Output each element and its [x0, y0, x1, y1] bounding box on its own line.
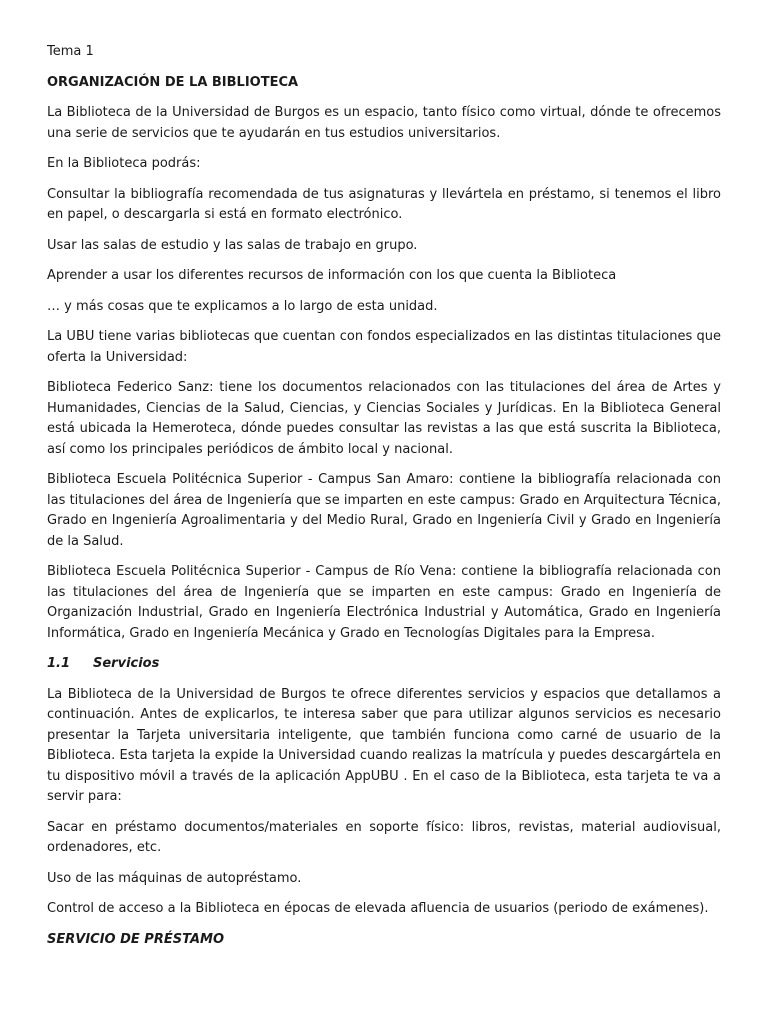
- paragraph-library-federico-sanz: Biblioteca Federico Sanz: tiene los documentos relacionados con las titulaciones del área de Artes y Humanidades, Ciencias de la Salud, Ciencias, y Ciencias Sociales y Jurídicas. En la Biblioteca General está ubicada la Hemeroteca, dónde puedes consultar las revistas a las que está suscrita la Biblioteca, así como los principales periódicos de ámbito local y nacional.: [47, 380, 721, 457]
- paragraph-intro: Usar las salas de estudio y las salas de trabajo en grupo.: [47, 237, 418, 253]
- paragraph-intro: … y más cosas que te explicamos a lo largo de esta unidad.: [47, 298, 438, 314]
- paragraph-services: Uso de las máquinas de autopréstamo.: [47, 870, 302, 886]
- paragraph-intro: La UBU tiene varias bibliotecas que cuentan con fondos especializados en las distintas titulaciones que oferta la Universidad:: [47, 329, 721, 365]
- paragraph-library-rio-vena: Biblioteca Escuela Politécnica Superior - Campus de Río Vena: contiene la bibliografía relacionada con las titulaciones del área de Ingeniería que se imparten en este campus: Grado en Ingeniería de Organización Industrial, Grado en Ingeniería Electrónica Industrial y Automática, Grado en Ingeniería Informática, Grado en Ingeniería Mecánica y Grado en Tecnologías Digitales para la Empresa.: [47, 564, 721, 641]
- subheading-prestamo: SERVICIO DE PRÉSTAMO: [47, 931, 224, 947]
- section-heading: [47, 654, 721, 675]
- tema-label: Tema 1: [47, 44, 94, 59]
- paragraph-services: La Biblioteca de la Universidad de Burgos te ofrece diferentes servicios y espacios que detallamos a continuación. Antes de explicarlos, te interesa saber que para utilizar algunos servicios es necesario presentar la Tarjeta universitaria inteligente, que también funciona como carné de usuario de la Biblioteca. Esta tarjeta la expide la Universidad cuando realizas la matrícula y puedes descargártela en tu dispositivo móvil a través de la aplicación AppUBU . En el caso de la Biblioteca, esta tarjeta te va a servir para:: [47, 686, 721, 804]
- document-title: ORGANIZACIÓN DE LA BIBLIOTECA: [47, 74, 299, 90]
- document-page: [47, 42, 721, 960]
- paragraph-library-san-amaro: Biblioteca Escuela Politécnica Superior - Campus San Amaro: contiene la bibliografía relacionada con las titulaciones del área de Ingeniería que se imparten en este campus: Grado en Arquitectura Técnica, Grado en Ingeniería Agroalimentaria y del Medio Rural, Grado en Ingeniería Civil y Grado en Ingeniería de la Salud.: [47, 472, 721, 549]
- paragraph-services: Sacar en préstamo documentos/materiales en soporte físico: libros, revistas, material audiovisual, ordenadores, etc.: [47, 819, 721, 855]
- paragraph-intro: Consultar la bibliografía recomendada de tus asignaturas y llevártela en préstamo, si tenemos el libro en papel, o descargarla si está en formato electrónico.: [47, 186, 721, 222]
- paragraph-intro: En la Biblioteca podrás:: [47, 156, 201, 171]
- paragraph-services: Control de acceso a la Biblioteca en épocas de elevada afluencia de usuarios (periodo de exámenes).: [47, 901, 709, 916]
- section-number: 1.1: [47, 656, 71, 671]
- section-title: Servicios: [93, 656, 160, 671]
- paragraph-intro: La Biblioteca de la Universidad de Burgos es un espacio, tanto físico como virtual, dónde te ofrecemos una serie de servicios que te ayudarán en tus estudios universitarios.: [47, 105, 721, 141]
- paragraph-intro: Aprender a usar los diferentes recursos de información con los que cuenta la Biblioteca: [47, 268, 617, 283]
